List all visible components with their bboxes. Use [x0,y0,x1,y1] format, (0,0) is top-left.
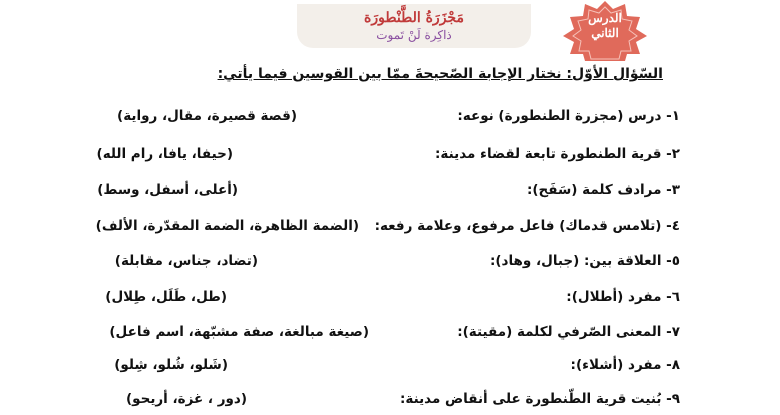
question-item [100,391,680,415]
question-item [100,357,680,381]
question-item [95,218,680,242]
question-options: (شَلو، شُلو، شِلو) [114,357,228,373]
question-stem: ٤- (تلامس قدماك) فاعل مرفوع، وعلامة رفعه: [374,218,680,234]
question-options: (صيغة مبالغة، صفة مشبّهة، اسم فاعل) [109,324,369,340]
question-stem: ٦- مفرد (أطلال): [566,289,680,305]
question-heading: السّؤال الأوّل: نختار الإجابة الصّحيحةَ ممّا بين القوسين فيما يأتي: [217,66,663,82]
lesson-badge [561,1,649,61]
question-item [100,108,680,132]
lesson-title-banner [297,4,531,48]
question-stem: ٢- قرية الطنطورة تابعة لقضاء مدينة: [435,146,680,162]
question-item [100,324,680,348]
question-item [96,146,680,170]
lesson-title: مَجْزَرَةُ الطَّنْطورَة [364,10,464,26]
lesson-subtitle: ذاكِرة لَنْ تَموت [376,28,452,42]
question-options: (الضمة الظاهرة، الضمة المقدّرة، الألف) [95,218,359,234]
question-options: (طل، طَلَل، طِلال) [105,289,227,305]
question-stem: ٩- بُنيت قرية الطّنطورة على أنقاض مدينة: [400,391,680,407]
question-stem: ٨- مفرد (أشلاء): [570,357,680,373]
question-options: (قصة قصيرة، مقال، رواية) [117,108,297,124]
question-options: (دور ، غزة، أريحو) [125,391,247,407]
question-stem: ١- درس (مجزرة الطنطورة) نوعه: [457,108,680,124]
question-stem: ٣- مرادف كلمة (سَفَح): [526,182,680,198]
badge-line-2: الثاني [591,26,619,40]
question-item [100,289,680,313]
question-stem: ٥- العلاقة بين: (جبال، وهاد): [489,253,680,269]
question-options: (حيفا، يافا، رام الله) [96,146,233,162]
question-item [97,182,680,206]
question-item [100,253,680,277]
question-options: (أعلى، أسفل، وسط) [97,182,238,198]
question-options: (تضاد، جناس، مقابلة) [114,253,258,269]
badge-line-1: الدرس [588,11,622,25]
question-stem: ٧- المعنى الصّرفي لكلمة (مقيتة): [457,324,680,340]
